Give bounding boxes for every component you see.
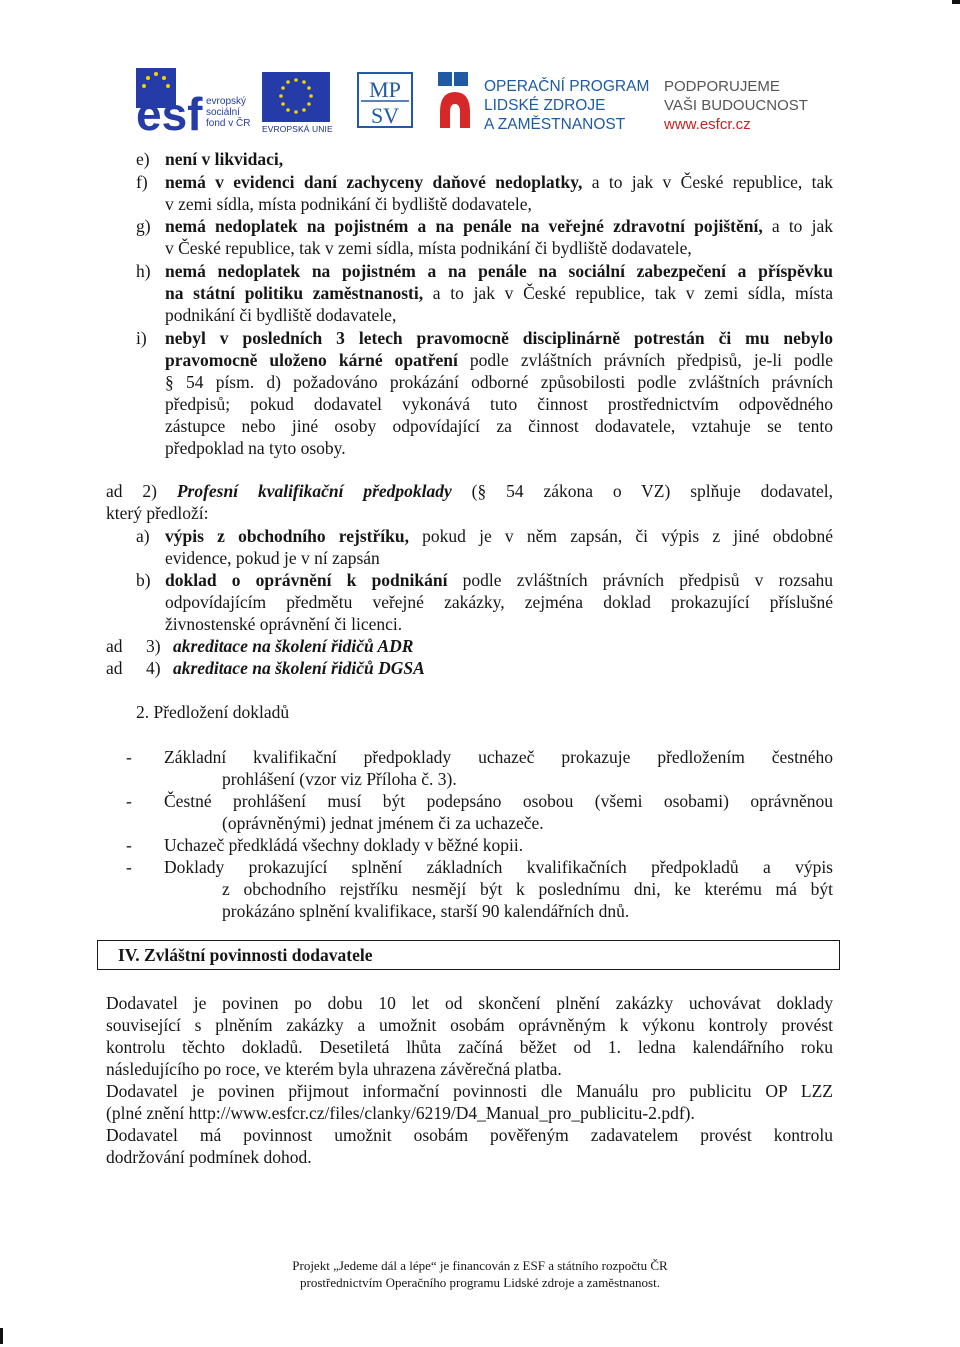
bullet-1-line2: prohlášení (vzor viz Příloha č. 3). (222, 769, 457, 789)
eu-flag-icon (262, 72, 330, 122)
item-i-line4: předpisů; pokud dodavatel vykonává tuto činnost prostřednictvím odpovědného (165, 394, 833, 414)
section4-para2-line1: Dodavatel je povinen přijmout informační povinnosti dle Manuálu pro publicitu OP LZZ (106, 1081, 833, 1101)
item-f-marker: f) (136, 172, 148, 192)
bullet-3-dash: - (126, 835, 132, 855)
item-i-line3: § 54 písm. d) požadováno prokázání odborné způsobilosti podle zvláštních právních (165, 372, 833, 392)
esf-letters: esf (136, 88, 203, 132)
ad3-number: 3) (146, 636, 161, 656)
section2-heading: 2. Předložení dokladů (136, 702, 290, 722)
op-line1: OPERAČNÍ PROGRAM (484, 78, 650, 95)
op-program-name (484, 77, 649, 134)
item-h-line1 (165, 260, 833, 282)
bullet-3-line1: Uchazeč předkládá všechny doklady v běžné kopii. (164, 835, 524, 855)
ad3-prefix: ad (106, 636, 123, 656)
ad2-a-line2: evidence, pokud je v ní zapsán (165, 548, 380, 568)
op-line2: LIDSKÉ ZDROJE (484, 97, 606, 114)
ad2-b-bold: doklad o oprávnění k podnikání (165, 570, 448, 590)
item-h-bold2: na státní politiku zaměstnanosti, (165, 283, 424, 303)
section4-para1-line4: následujícího po roce, ve kterém byla uhrazena závěrečná platba. (106, 1059, 562, 1079)
item-h-marker: h) (136, 261, 151, 281)
ad2-b-line1 (165, 569, 833, 591)
bullet-2-dash: - (126, 791, 132, 811)
ad2-a-marker: a) (136, 526, 150, 546)
item-e-line (165, 148, 283, 170)
support-url[interactable]: www.esfcr.cz (664, 116, 751, 133)
item-f-rest: a to jak v České republice, tak (582, 172, 833, 192)
bullet-2-line1: Čestné prohlášení musí být podepsáno osobou (všemi osobami) oprávněnou (164, 791, 833, 811)
ad2-a-rest: pokud je v něm zapsán, či výpis z jiné obdobné (408, 526, 834, 546)
item-h-rest: a to jak v České republice, tak v zemi sídla, místa (423, 283, 834, 303)
item-g-rest: a to jak (762, 216, 833, 236)
scan-mark-bottom (0, 1328, 3, 1344)
bullet-4-line1: Doklady prokazující splnění základních kvalifikačních předpokladů a výpis (164, 857, 833, 877)
scan-mark-top (952, 0, 960, 4)
ad2-prefix: ad 2) (106, 481, 177, 501)
op-program-icon (438, 72, 472, 130)
bullet-2-line2: (oprávněnými) jednat jménem či za uchazeče. (222, 813, 544, 833)
item-i-marker: i) (136, 328, 147, 348)
esf-logo (136, 68, 254, 132)
item-i-line6: předpoklad na tyto osoby. (165, 438, 346, 458)
bullet-1-dash: - (126, 747, 132, 767)
ad2-b-line3: živnostenské oprávnění či licenci. (165, 614, 403, 634)
bullet-4-line2: z obchodního rejstříku nesmějí být k poslednímu dni, ke kterému má být (222, 879, 833, 899)
bullet-4-dash: - (126, 857, 132, 877)
ad2-a-line1 (165, 525, 833, 547)
item-f-line1 (165, 171, 833, 193)
item-i-rest: podle zvláštních právních předpisů, je-li podle (457, 350, 833, 370)
item-h-bold1: nemá nedoplatek na pojistném a na penále na sociální zabezpečení a příspěvku (165, 261, 833, 281)
section4-para2-line2: (plné znění http://www.esfcr.cz/files/clanky/6219/D4_Manual_pro_publicitu-2.pdf). (106, 1103, 695, 1123)
ad2-b-rest: podle zvláštních právních předpisů v rozsahu (447, 570, 833, 590)
ad4-title (173, 657, 425, 679)
section4-title: IV. Zvláštní povinnosti dodavatele (118, 945, 373, 965)
item-g-bold: nemá nedoplatek na pojistném a na penále na veřejné zdravotní pojištění, (165, 216, 763, 236)
item-e-bold: není v likvidaci, (165, 149, 284, 169)
ad3-title (173, 635, 413, 657)
bullet-1-line1: Základní kvalifikační předpoklady uchazeč prokazuje předložením čestného (164, 747, 833, 767)
item-g-line1 (165, 215, 833, 237)
bullet-4-line3: prokázáno splnění kvalifikace, starší 90 kalendářních dnů. (222, 901, 630, 921)
item-g-marker: g) (136, 216, 151, 236)
ad3-title-text: akreditace na školení řidičů ADR (173, 636, 414, 656)
item-g-line2: v České republice, tak v zemi sídla, místa podnikání či bydliště dodavatele, (165, 238, 692, 258)
item-i-line1 (165, 327, 833, 349)
ad4-title-text: akreditace na školení řidičů DGSA (173, 658, 425, 678)
support-line1: PODPORUJEME (664, 78, 780, 95)
mpsv-bottom: SV (370, 103, 400, 128)
op-line3: A ZAMĚSTNANOST (484, 116, 626, 133)
mpsv-logo (357, 72, 413, 128)
ad2-line1 (106, 480, 833, 502)
ad4-prefix: ad (106, 658, 123, 678)
item-h-line3: podnikání či bydliště dodavatele, (165, 305, 397, 325)
footer-line1: Projekt „Jedeme dál a lépe“ je financován z ESF a státního rozpočtu ČR (292, 1258, 668, 1273)
item-i-bold1: nebyl v posledních 3 letech pravomocně disciplinárně potrestán či mu nebylo (165, 328, 833, 348)
ad2-title: Profesní kvalifikační předpoklady (176, 481, 452, 501)
page-header (0, 0, 960, 140)
ad2-rest: (§ 54 zákona o VZ) splňuje dodavatel, (451, 481, 833, 501)
item-h-line2 (165, 282, 833, 304)
eu-label: EVROPSKÁ UNIE (262, 124, 333, 134)
esf-line3: fond v ČR (206, 118, 251, 129)
ad2-b-line2: odpovídajícím předmětu veřejné zakázky, zejména doklad prokazující příslušné (165, 592, 833, 612)
section4-para1-line2: související s plněním zakázky a umožnit osobám oprávněným k výkonu kontroly provést (106, 1015, 833, 1035)
support-line2: VAŠI BUDOUCNOST (664, 97, 808, 114)
section4-para1-line3: kontrolu těchto dokladů. Desetiletá lhůta začíná běžet od 1. ledna kalendářního roku (106, 1037, 833, 1057)
section4-para3-line1: Dodavatel má povinnost umožnit osobám pověřeným zadavatelem provést kontrolu (106, 1125, 833, 1145)
item-f-bold: nemá v evidenci daní zachyceny daňové nedoplatky, (165, 172, 583, 192)
esf-line1: evropský (206, 96, 247, 107)
item-i-bold2: pravomocně uloženo kárné opatření (165, 350, 458, 370)
item-i-line2 (165, 349, 833, 371)
section4-para1-line1: Dodavatel je povinen po dobu 10 let od skončení plnění zakázky uchovávat doklady (106, 993, 833, 1013)
section4-para3-line2: dodržování podmínek dohod. (106, 1147, 312, 1167)
esf-line2: sociální (206, 107, 240, 118)
ad2-line2: který předloží: (106, 503, 209, 523)
ad2-a-bold: výpis z obchodního rejstříku, (165, 526, 409, 546)
support-slogan (664, 77, 808, 134)
ad4-number: 4) (146, 658, 161, 678)
item-f-line2: v zemi sídla, místa podnikání či bydliště dodavatele, (165, 194, 532, 214)
item-i-line5: zástupce nebo jiné osoby odpovídající za činnost dodavatele, vztahuje se tento (165, 416, 833, 436)
footer-line2: prostřednictvím Operačního programu Lidské zdroje a zaměstnanost. (300, 1275, 660, 1290)
mpsv-top: MP (369, 77, 401, 102)
item-e-marker: e) (136, 149, 150, 169)
ad2-b-marker: b) (136, 570, 151, 590)
